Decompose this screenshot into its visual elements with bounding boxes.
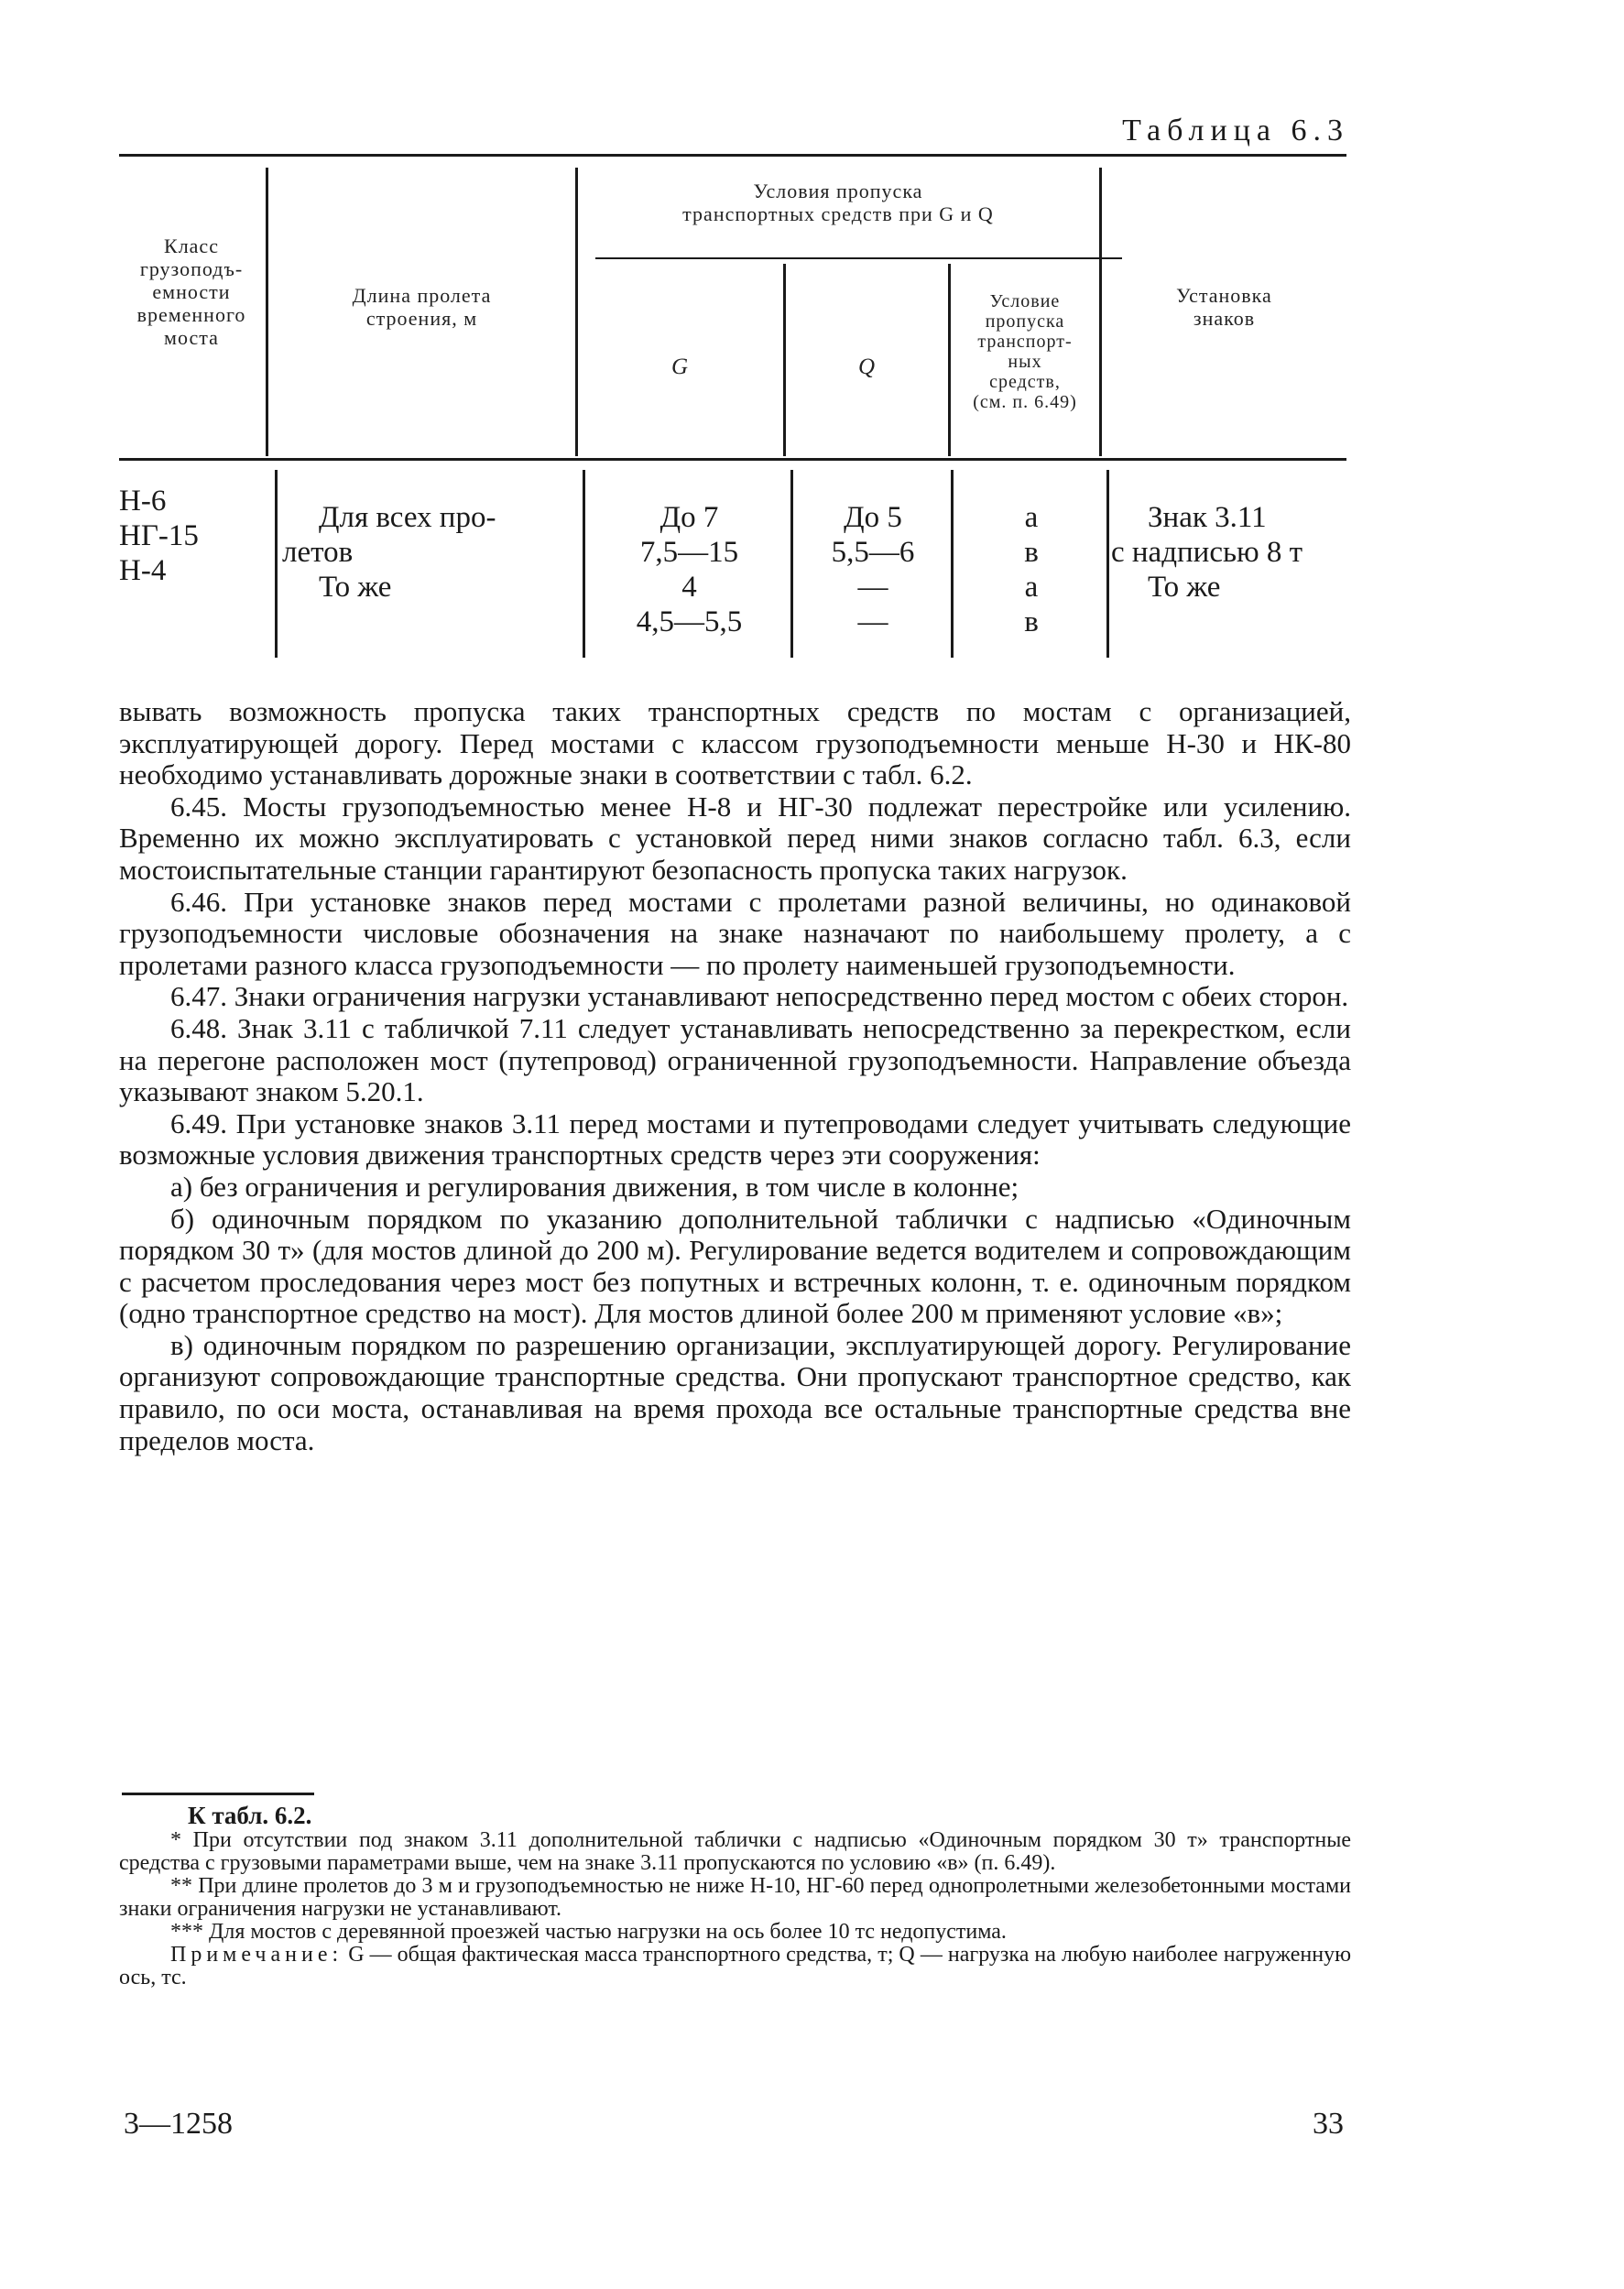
paragraph: 6.49. При установке знаков 3.11 перед мостами и путепроводами следует учитывать следующие возможные условия движения транспортных средств через эти сооружения:: [119, 1106, 1351, 1172]
paragraph: 6.46. При установке знаков перед мостами с пролетами разной величины, но одинаковой грузоподъемности числовые обозначения на знаке назначают по наибольшему пролету, а с пролетами разного класса грузоподъемности — по пролету наименьшей грузоподъемности.: [119, 885, 1351, 981]
footnote-rule: [122, 1793, 314, 1795]
header-class: Класс грузоподъ- емности временного моста: [136, 234, 246, 349]
paragraph: 6.48. Знак 3.11 с табличкой 7.11 следует устанавливать непосредственно за перекрестком, если на перегоне расположен мост (путепровод) ограниченной грузоподъемности. Направление объезда указывают знаком 5.20.1.: [119, 1011, 1351, 1108]
paragraph: вывать возможность пропуска таких транспортных средств по мостам с организацией, эксплуатирующей дорогу. Перед мостами с классом грузоподъемности меньше Н-30 и НК-80 необходимо устанавливать дорожные знаки в соответствии с табл. 6.2.: [119, 695, 1351, 791]
header-q: Q: [857, 354, 877, 379]
table-top-rule: [119, 154, 1346, 157]
remark: [119, 1944, 1351, 1989]
paragraph: 6.47. Знаки ограничения нагрузки устанавливают непосредственно перед мостом с обеих сторон.: [170, 980, 1349, 1013]
header-pass-condition: Условие пропуска транспорт- ных средств, (см. п. 6.49): [973, 291, 1077, 412]
page-number: 33: [1313, 2107, 1344, 2141]
load-table: [119, 154, 1346, 667]
paragraph: в) одиночным порядком по разрешению организации, эксплуатирующей дорогу. Регулирование организуют сопровождающие транспортные средства. Они пропускают транспортное средство, как правило, по оси моста, останавливая на время прохода все остальные транспортные средства вне пределов моста.: [119, 1328, 1351, 1456]
table-caption: Таблица 6.3: [1122, 114, 1349, 147]
print-signature: 3—1258: [124, 2107, 233, 2141]
header-g: G: [670, 354, 690, 379]
header-conditions: Условия пропуска транспортных средств при G и Q: [682, 180, 994, 225]
footnote: ** При длине пролетов до 3 м и грузоподъемностью не ниже Н-10, НГ-60 перед однопролетными железобетонными мостами знаки ограничения нагрузки не устанавливают.: [119, 1874, 1351, 1921]
table-subheader-rule: [595, 257, 1122, 259]
body-span-length: Для всех про- летов То же: [282, 501, 496, 604]
body-q-values: До 5 5,5—6 — —: [831, 501, 915, 638]
body-g-values: До 7 7,5—15 4 4,5—5,5: [636, 501, 743, 638]
paragraph: 6.45. Мосты грузоподъемностью менее Н-8 и НГ-30 подлежат перестройке или усилению. Временно их можно эксплуатировать с установкой перед ними знаков согласно табл. 6.3, если мостоиспытательные станции гарантируют безопасность пропуска таких нагрузок.: [119, 790, 1351, 886]
footnote: *** Для мостов с деревянной проезжей частью нагрузки на ось более 10 тс недопустима.: [170, 1920, 1007, 1944]
remark-text: G — общая фактическая масса транспортного средства, т; Q — нагрузка на любую наиболее нагруженную ось, тс.: [119, 1943, 1351, 1989]
paragraph: б) одиночным порядком по указанию дополнительной таблички с надписью «Одиночным порядком 30 т» (для мостов длиной до 200 м). Регулирование ведется водителем и сопровождающим с расчетом проследования через мост без попутных и встречных колонн, т. е. одиночным порядком (одно транспортное средство на мост). Для мостов длиной более 200 м применяют условие «в»;: [119, 1202, 1351, 1330]
header-signs: Установка знаков: [1176, 284, 1272, 330]
header-span-length: Длина пролета строения, м: [352, 284, 492, 330]
paragraph: а) без ограничения и регулирования движения, в том числе в колонне;: [170, 1170, 1019, 1203]
body-signs: Знак 3.11 с надписью 8 т То же: [1111, 501, 1303, 604]
body-text: [119, 696, 1351, 1456]
remark-label: Примечание:: [170, 1943, 343, 1967]
table-header-bottom-rule: [119, 458, 1346, 461]
footnotes: [119, 1804, 1351, 1989]
footnotes-heading: К табл. 6.2.: [188, 1802, 312, 1829]
body-pass-condition: а в а в: [1024, 501, 1039, 638]
body-classes: Н-6 НГ-15 Н-4: [119, 485, 199, 587]
footnote: * При отсутствии под знаком 3.11 дополнительной таблички с надписью «Одиночным порядком 30 т» транспортные средства с грузовыми параметрами выше, чем на знаке 3.11 пропускаются по условию «в» (п. 6.49).: [119, 1828, 1351, 1875]
table-col-divider: [275, 470, 278, 658]
table-col-divider: [583, 470, 585, 658]
